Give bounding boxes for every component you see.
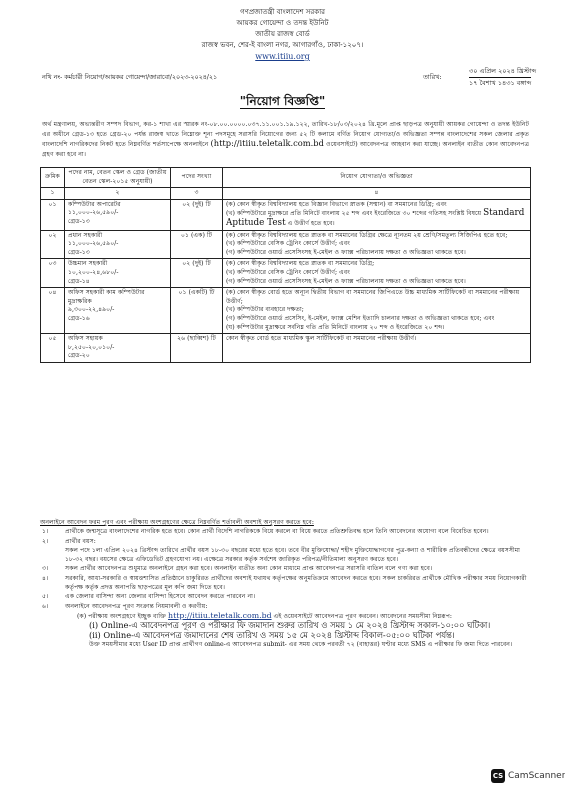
notice-title: "নিয়োগ বিজ্ঞপ্তি": [239, 94, 326, 108]
qualification-line: (খ) কম্পিউটারে বেসিক ট্রেনিং কোর্সে উত্তীর্ণ; এবং: [226, 268, 350, 276]
condition-item: ২। প্রার্থীর বয়স: সকল পদে ১লা এপ্রিল ২০২৪ খ্রিস্টাব্দ তারিখে প্রার্থীর বয়স ১৮-৩০ বছরের মধ্যে হতে হবে। তবে বীর মুক্তিযোদ্ধা/ শহীদ মুক্তিযোদ্ধাগণের পুত্র-কন্যা ও শারীরিক প্রতিবন্ধীদের ক্ষেত্রে বয়সসীমা ১৮-৩২ বছর। বয়সের ক্ষেত্রে এফিডেভিট গ্রহণযোগ্য নয়। এক্ষেত্রে সরকার কর্তৃক সর্বশেষ জারিকৃত পরিপত্র/নীতিমালা অনুসরণ করতে হবে।: [40, 537, 532, 565]
header-serial: ক্রমিক: [41, 168, 65, 188]
post-name: কম্পিউটার অপারেটর: [68, 200, 121, 208]
table-row: [41, 288, 531, 334]
online-start-date: (i) Online-এ আবেদনপত্র পূরণ ও পরীক্ষার ফি জমাদান শুরুর তারিখ ও সময় ১ মে ২০২৪ খ্রিস্টাব্দ সকাল-১০:০০ ঘটিকা।: [89, 620, 491, 631]
pay-scale: ১০,২০০-২৪,৬৮০/-: [68, 268, 119, 276]
table-header-row: [41, 168, 531, 188]
qualification-line: (ঘ) কম্পিউটার মুদ্রাক্ষরে সর্বনিম্ন গতি প্রতি মিনিটে বাংলায় ২০ শব্দ ও ইংরেজিতে ২০ শব্দ।: [226, 323, 445, 331]
qualification-cell: [223, 334, 531, 363]
col-num: ১: [41, 188, 65, 200]
qualification-cell: [223, 288, 531, 334]
qualification-line: (খ) কম্পিউটার ব্যবহারে দক্ষতা;: [226, 306, 304, 314]
post-cell: [65, 334, 171, 363]
header-qualification: নিয়োগ যোগ্যতা/ও অভিজ্ঞতা: [223, 168, 531, 188]
count-cell: ০২ (দুই) টি: [171, 199, 223, 230]
date-gregorian: ৩০ এপ্রিল ২০২৪ খ্রিস্টাব্দ: [469, 67, 537, 75]
online-instructions: [65, 611, 532, 649]
memo-label: নথি নং- কর্মচারী নিয়োগ/আয়কর গোয়েন্দা/জারাবো/২০২৩-২০২৪/: [42, 74, 209, 81]
pay-grade: গ্রেড-১৬: [68, 314, 90, 322]
count-cell: ২৬ (ছাব্বিশ) টি: [171, 334, 223, 363]
age-detail: সকল পদে ১লা এপ্রিল ২০২৪ খ্রিস্টাব্দ তারিখে প্রার্থীর বয়স ১৮-৩০ বছরের মধ্যে হতে হবে। তবে বীর মুক্তিযোদ্ধা/ শহীদ মুক্তিযোদ্ধাগণের পুত্র-কন্যা ও শারীরিক প্রতিবন্ধীদের ক্ষেত্রে বয়সসীমা ১৮-৩২ বছর। বয়সের ক্ষেত্রে এফিডেভিট গ্রহণযোগ্য নয়। এক্ষেত্রে সরকার কর্তৃক সর্বশেষ জারিকৃত পরিপত্র/নীতিমালা অনুসরণ করতে হবে।: [65, 546, 520, 564]
qualification-line: (ক) কোন স্বীকৃত বিশ্ববিদ্যালয় হতে বিজ্ঞান বিভাগে স্নাতক (সম্মান) বা সমমানের ডিগ্রি; এবং: [226, 200, 447, 208]
col-num: ৩: [171, 188, 223, 200]
apply-url[interactable]: (http://itiiu.teletalk.com.bd: [210, 138, 324, 149]
intro-tail: ওয়েবসাইটে) আবেদনপত্র আহবান করা যাচ্ছে। অনলাইন ব্যতীত কোন আবেদনপত্র গ্রহণ করা হবে না।: [42, 141, 529, 158]
board-line: জাতীয় রাজস্ব বোর্ড: [255, 30, 310, 38]
qualification-line: (ক) কোন স্বীকৃত বিশ্ববিদ্যালয় হতে স্নাতক বা সমমানের ডিগ্রি;: [226, 260, 375, 268]
pay-grade: গ্রেড-১৩: [68, 217, 90, 225]
count-cell: ০২ (দুই) টি: [171, 259, 223, 288]
online-a-start: (ক) পরীক্ষায় অংশগ্রহণে ইচ্ছুক ব্যক্তি: [77, 612, 167, 620]
camscanner-logo-icon: CS: [491, 769, 505, 783]
qualification-line: কোন স্বীকৃত বোর্ড হতে মাধ্যমিক স্কুল সার্টিফিকেট বা সমমানের পরীক্ষায় উত্তীর্ণ।: [226, 335, 417, 343]
post-cell: [65, 199, 171, 230]
table-row: [41, 230, 531, 259]
online-a-end: এই ওয়েবসাইটে আবেদনপত্র পূরণ করবেন। আবেদনের সময়সীমা নিম্নরূপ:: [273, 612, 452, 620]
serial-cell: ০৩: [41, 259, 65, 288]
serial-cell: ০৪: [41, 288, 65, 334]
qualification-line: (খ) কম্পিউটারে মুদ্রাক্ষরে প্রতি মিনিটে বাংলায় ২৫ শব্দ এবং ইংরেজিতে ৩০ শব্দের গতিসহ সংশ্লিষ্ট বিষয়ে Standard Aptitude Test এ উত্তীর্ণ হতে হবে।: [226, 208, 525, 228]
condition-item: ১। প্রার্থীকে জন্মসূত্রে বাংলাদেশের নাগরিক হতে হবে। কোন প্রার্থী বিদেশি নাগরিককে বিয়ে করলে বা বিয়ে করতে প্রতিশ্রুতিবদ্ধ হলে তিনি আবেদনের অযোগ্য বলে বিবেচিত হবেন।: [42, 528, 489, 536]
post-cell: [65, 288, 171, 334]
qualification-line: (গ) কম্পিউটারে ওয়ার্ড প্রসেসিংসহ ই-মেইল ও ফ্যাক্স পরিচালনায় দক্ষতা ও অভিজ্ঞতা থাকতে হবে।: [226, 277, 466, 285]
pay-grade: গ্রেড-১৪: [68, 277, 90, 285]
memo-serial: ২১: [208, 74, 218, 81]
condition-item: ৪। সরকারি, আধা-সরকারি ও স্বায়ত্তশাসিত প্রতিষ্ঠানে চাকুরিরত প্রার্থীদের অবশ্যই যথাযথ কর্তৃপক্ষের অনুমতিক্রমে আবেদন করতে হবে। সকল চাকরিরত প্রার্থীকে মৌখিক পরীক্ষার সময় নিয়োগকারী কর্তৃপক্ষ কর্তৃক প্রদত্ত অনাপত্তি ছাড়পত্রের মূল কপি জমা দিতে হবে।: [42, 574, 527, 592]
table-row: [41, 199, 531, 230]
online-end-date: (ii) Online-এ আবেদনপত্র জমাদানের শেষ তারিখ ও সময় ১৫ মে ২০২৪ খ্রিস্টাব্দ বিকাল-০৫:০০ ঘটিকা পর্যন্ত।: [89, 629, 455, 640]
condition-item: ৩। সকল প্রার্থীর আবেদনপত্র শুধুমাত্র অনলাইনে গ্রহন করা হবে। অনলাইন ব্যতীত অন্য কোন মাধ্যমে প্রাপ্ত আবেদনপত্র সরাসরি বাতিল বলে গণ্য করা হবে।: [42, 565, 433, 573]
watermark-text: CamScanner: [508, 771, 565, 781]
date-bangla: ১৭ বৈশাখ ১৪৩১ বঙ্গাব্দ: [469, 79, 532, 87]
online-fee-note: উক্ত সময়সীমার মধ্যে User ID প্রাপ্ত প্রার্থীগণ online-এ আবেদনপত্র submit- এর সময় থেকে পরবর্তী ৭২ (বাহাত্তর) ঘণ্টার মধ্যে SMS এ পরীক্ষার ফি জমা দিতে পারবেন।: [89, 640, 513, 648]
count-cell: ০১ (একটি) টি: [171, 288, 223, 334]
conditions-heading: অনলাইনে আবেদন ফরম পূরণ এবং পরীক্ষায় অংশগ্রহণের ক্ষেত্রে নিম্নবর্ণিত শর্তাবলী অবশ্যই অনুসরণ করতে হবে:: [40, 519, 314, 526]
serial-cell: ০৫: [41, 334, 65, 363]
pay-grade: গ্রেড-২০: [68, 352, 90, 360]
col-num: ২: [65, 188, 171, 200]
vacancy-table: [40, 167, 531, 363]
teletalk-link[interactable]: http://itiiu.teletalk.com.bd: [168, 610, 272, 620]
post-name: অফিস সহকারী কাম কম্পিউটার মুদ্রাক্ষরিক: [68, 289, 145, 305]
letterhead: [0, 7, 565, 62]
post-name: উচ্চমান সহকারী: [68, 260, 108, 268]
qualification-line: (গ) কম্পিউটারে ওয়ার্ড প্রসেসিং, ই-মেইল, ফ্যাক্স মেশিন ইত্যাদি চালনার দক্ষতা ও অভিজ্ঞতা থাকতে হবে; এবং: [226, 314, 495, 322]
camscanner-watermark: [491, 769, 565, 783]
header-count: পদের সংখ্যা: [171, 168, 223, 188]
condition-item: ৬। অনলাইনে আবেদনপত্র পূরণ সংক্রান্ত নিয়মাবলী ও করণীয়: (ক) পরীক্ষায় অংশগ্রহণে ইচ্ছুক ব্যক্তি http://itiiu.teletalk.com.bd এই ওয়েবসাইটে আবেদনপত্র পূরণ করবেন। আবেদনের সময়সীমা নিম্নরূপ: (i) Online-এ আবেদনপত্র পূরণ ও পরীক্ষার ফি জমাদান শুরুর তারিখ ও সময় ১ মে ২০২৪ খ্রিস্টাব্দ সকাল-১০:০০ ঘটিকা। (ii) Online-এ আবেদনপত্র জমাদানের শেষ তারিখ ও সময় ১৫ মে ২০২৪ খ্রিস্টাব্দ বিকাল-০৫:০০ ঘটিকা পর্যন্ত। উক্ত সময়সীমার মধ্যে User ID প্রাপ্ত প্রার্থীগণ online-এ আবেদনপত্র submit- এর সময় থেকে পরবর্তী ৭২ (বাহাত্তর) ঘণ্টার মধ্যে SMS এ পরীক্ষার ফি জমা দিতে পারবেন।: [40, 602, 532, 649]
table-row: [41, 259, 531, 288]
pay-grade: গ্রেড-১৩: [68, 248, 90, 256]
post-cell: [65, 230, 171, 259]
header-post: পদের নাম, বেতন স্কেল ও গ্রেড (জাতীয় বেতন স্কেল-২০১৫ অনুযায়ী): [65, 168, 171, 188]
pay-scale: ৮,২৫০-২০,০১০/-: [68, 343, 115, 351]
column-number-row: [41, 188, 531, 200]
pay-scale: ৯,৩০০-২২,৪৯০/-: [68, 306, 115, 314]
qualification-cell: [223, 259, 531, 288]
intro-paragraph: [42, 120, 529, 159]
website-link[interactable]: www.itiiu.org: [255, 52, 310, 61]
post-cell: [65, 259, 171, 288]
post-name: প্রধান সহকারী: [68, 231, 103, 239]
qualification-line: (ক) কোন স্বীকৃত বোর্ড হতে অন্যূন দ্বিতীয় বিভাগ বা সমমানের জিপিএতে উচ্চ মাধ্যমিক সার্টিফিকেট বা সমমানের পরীক্ষায় উত্তীর্ণ;: [226, 289, 520, 305]
col-num: ৪: [223, 188, 531, 200]
post-name: অফিস সহায়ক: [68, 335, 103, 343]
serial-cell: ০১: [41, 199, 65, 230]
pay-scale: ১১,০০০-২৬,৫৯০/-: [68, 240, 119, 248]
memo-number: [42, 72, 217, 83]
serial-cell: ০২: [41, 230, 65, 259]
qualification-line: (খ) কম্পিউটারে বেসিক ট্রেনিং কোর্সে উত্তীর্ণ; এবং: [226, 240, 350, 248]
address-line: রাজস্ব ভবন, শের-ই বাংলা নগর, আগারগাঁও, ঢাকা-১২০৭।: [201, 41, 364, 49]
qualification-line: (ক) কোন স্বীকৃত বিশ্ববিদ্যালয় হতে স্নাতক বা সমমানের ডিগ্রির ক্ষেত্রে ন্যূনতম ২য় শ্রেণি/সমতুল্য সিজিপিএ হতে হবে;: [226, 231, 508, 239]
date-label: তারিখ:: [423, 73, 442, 81]
pay-scale: ১১,০০০-২৬,৫৯০/-: [68, 209, 119, 217]
count-cell: ০১ (এক) টি: [171, 230, 223, 259]
table-row: [41, 334, 531, 363]
intro-text: অর্থ মন্ত্রণালয়, অভ্যন্তরীণ সম্পদ বিভাগ, কর-১ শাখা এর স্মারক নং-০৮.০০.০০০০.০৩৭.১১.০০১.১৯.১২২, তারিখ-১৮/০৩/২০২৪ খ্রি.মূলে প্রাপ্ত ছাড়পত্র অনুযায়ী আয়কর গোয়েন্দা ও তদন্ত ইউনিট এর অধীনে গ্রেড-১৩ হতে গ্রেড-২০ পর্যন্ত রাজস্ব খাতে নিম্নোক্ত শূন্য পদসমূহে সরাসরি নিয়োগের জন্য ৫২ টি কলামে বর্ণিত নিয়োগ যোগ্যতা/ও অভিজ্ঞতা সম্পন্ন বাংলাদেশের সকল জেলার প্রকৃত বাংলাদেশি নাগরিকদের নিকট হতে নিম্নবর্ণিত শর্তসাপেক্ষে অনলাইনে: [42, 121, 529, 149]
conditions-section: [40, 518, 532, 649]
govt-line: গণপ্রজাতন্ত্রী বাংলাদেশ সরকার: [240, 8, 325, 16]
condition-item: ৫। এক জেলার বাসিন্দা অন্য জেলার বাসিন্দা হিসেবে আবেদন করতে পারবেন না।: [42, 593, 256, 601]
qualification-line: (গ) কম্পিউটারে ওয়ার্ড প্রসেসিংসহ ই-মেইল ও ফ্যাক্স পরিচালনায় দক্ষতা ও অভিজ্ঞতা থাকতে হবে।: [226, 248, 466, 256]
qualification-cell: [223, 199, 531, 230]
unit-line: আয়কর গোয়েন্দা ও তদন্ত ইউনিট: [236, 19, 329, 27]
qualification-cell: [223, 230, 531, 259]
